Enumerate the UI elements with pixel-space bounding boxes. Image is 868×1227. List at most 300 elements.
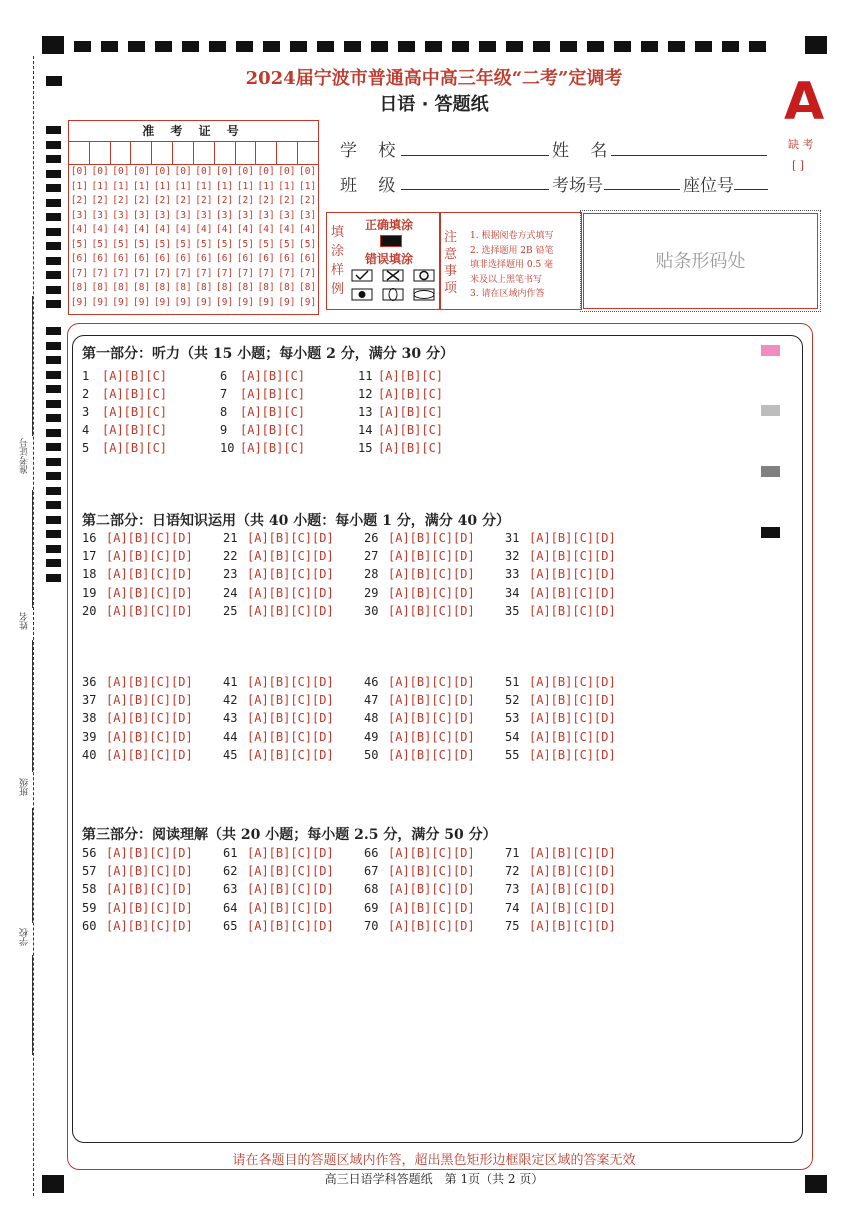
exam-id-bubble[interactable]: [3]: [195, 209, 213, 221]
answer-options[interactable]: [A][B][C][D]: [529, 603, 616, 618]
exam-id-bubble[interactable]: [8]: [236, 282, 254, 293]
answer-options[interactable]: [A][B][C][D]: [529, 567, 616, 582]
exam-id-bubble[interactable]: [9]: [174, 296, 192, 308]
answer-row: [364, 901, 475, 915]
exam-id-write-cell[interactable]: [298, 142, 318, 164]
exam-id-bubble[interactable]: [2]: [299, 195, 317, 206]
answer-row: [505, 586, 616, 600]
side-line: [32, 640, 33, 772]
exam-id-bubble[interactable]: [5]: [174, 238, 192, 250]
exam-id-write-cell[interactable]: [194, 142, 215, 164]
absent-checkbox[interactable]: [ ]: [792, 159, 805, 172]
exam-id-bubble[interactable]: [6]: [174, 253, 192, 264]
exam-id-bubble[interactable]: [7]: [278, 267, 296, 279]
answer-options[interactable]: [A][B][C][D]: [106, 729, 193, 744]
class-field[interactable]: [401, 189, 549, 190]
answer-options[interactable]: [A][B][C][D]: [106, 864, 193, 879]
question-number: 32: [505, 549, 520, 564]
question-number: 29: [364, 585, 379, 600]
exam-id-bubble[interactable]: [4]: [278, 224, 296, 235]
answer-options[interactable]: [A][B][C][D]: [106, 882, 193, 897]
answer-options[interactable]: [A][B][C]: [240, 369, 306, 383]
exam-id-bubble[interactable]: [8]: [299, 282, 317, 293]
exam-id-bubble[interactable]: [8]: [174, 282, 192, 293]
answer-options[interactable]: [A][B][C][D]: [388, 603, 475, 618]
exam-id-write-cell[interactable]: [173, 142, 194, 164]
question-number: 31: [505, 531, 520, 545]
exam-id-bubble[interactable]: [8]: [257, 282, 275, 293]
exam-id-column: [277, 165, 298, 310]
absent-label: 缺 考: [788, 138, 814, 151]
answer-options[interactable]: [A][B][C][D]: [388, 549, 475, 564]
exam-id-bubble[interactable]: [1]: [195, 180, 213, 192]
answer-options[interactable]: [A][B][C][D]: [388, 864, 475, 879]
timing-mark: [46, 327, 61, 335]
exam-id-bubble[interactable]: [7]: [257, 267, 275, 279]
answer-row: [82, 711, 193, 725]
side-label-exam-id: 准考证号: [20, 438, 30, 474]
answer-options[interactable]: [A][B][C][D]: [247, 747, 334, 762]
answer-options[interactable]: [A][B][C][D]: [106, 603, 193, 618]
answer-row: [364, 748, 475, 762]
answer-options[interactable]: [A][B][C]: [240, 405, 306, 419]
exam-id-bubble[interactable]: [5]: [278, 238, 296, 250]
exam-id-bubble[interactable]: [5]: [133, 238, 151, 250]
exam-id-bubble[interactable]: [7]: [91, 267, 109, 279]
timing-mark: [46, 501, 61, 509]
answer-row: [364, 730, 475, 744]
exam-id-column: [297, 165, 318, 310]
answer-row: [220, 441, 305, 455]
question-number: 44: [223, 729, 238, 744]
exam-id-bubble[interactable]: [6]: [236, 253, 254, 264]
answer-options[interactable]: [A][B][C][D]: [106, 567, 193, 582]
notice-label: 注意事项: [444, 230, 458, 296]
exam-id-bubble[interactable]: [0]: [195, 166, 213, 177]
timing-mark: [46, 559, 61, 567]
question-number: 33: [505, 567, 520, 582]
exam-id-bubble[interactable]: [8]: [133, 282, 151, 293]
exam-id-bubble[interactable]: [3]: [153, 209, 171, 221]
exam-id-write-cell[interactable]: [69, 142, 90, 164]
exam-id-bubble[interactable]: [0]: [299, 166, 317, 177]
answer-row: [358, 387, 443, 401]
exam-id-write-cell[interactable]: [131, 142, 152, 164]
timing-mark: [722, 41, 739, 52]
exam-id-bubble[interactable]: [7]: [133, 267, 151, 279]
answer-options[interactable]: [A][B][C][D]: [247, 711, 334, 726]
exam-id-bubble[interactable]: [4]: [299, 224, 317, 235]
timing-mark: [74, 41, 91, 52]
exam-id-bubble[interactable]: [1]: [153, 180, 171, 192]
school-field[interactable]: [401, 155, 549, 156]
exam-id-bubble[interactable]: [7]: [112, 267, 130, 279]
exam-id-bubble[interactable]: [1]: [257, 180, 275, 192]
question-number: 13: [358, 405, 373, 419]
exam-id-bubble[interactable]: [1]: [278, 180, 296, 192]
answer-options[interactable]: [A][B][C][D]: [247, 549, 334, 564]
question-number: 73: [505, 882, 520, 897]
answer-options[interactable]: [A][B][C][D]: [247, 882, 334, 897]
exam-id-bubble[interactable]: [9]: [236, 296, 254, 308]
exam-id-bubble[interactable]: [4]: [153, 224, 171, 235]
answer-options[interactable]: [A][B][C]: [378, 387, 444, 401]
answer-options[interactable]: [A][B][C]: [240, 441, 306, 455]
question-number: 52: [505, 693, 520, 708]
exam-id-bubble[interactable]: [8]: [278, 282, 296, 293]
exam-id-bubble[interactable]: [1]: [299, 180, 317, 192]
answer-options[interactable]: [A][B][C][D]: [106, 675, 193, 689]
answer-options[interactable]: [A][B][C][D]: [388, 729, 475, 744]
answer-options[interactable]: [A][B][C][D]: [247, 864, 334, 879]
answer-options[interactable]: [A][B][C][D]: [388, 693, 475, 708]
answer-options[interactable]: [A][B][C][D]: [106, 846, 193, 860]
exam-id-bubble[interactable]: [2]: [133, 195, 151, 206]
exam-id-bubble[interactable]: [5]: [236, 238, 254, 250]
exam-id-bubble[interactable]: [7]: [174, 267, 192, 279]
answer-options[interactable]: [A][B][C][D]: [388, 747, 475, 762]
answer-options[interactable]: [A][B][C][D]: [388, 918, 475, 933]
exam-id-bubble[interactable]: [2]: [91, 195, 109, 206]
timing-mark: [46, 286, 61, 294]
answer-options[interactable]: [A][B][C][D]: [247, 567, 334, 582]
answer-options[interactable]: [A][B][C][D]: [247, 900, 334, 915]
timing-mark: [46, 126, 61, 134]
answer-options[interactable]: [A][B][C]: [378, 405, 444, 419]
question-number: 68: [364, 882, 379, 897]
exam-id-bubble[interactable]: [8]: [91, 282, 109, 293]
question-number: 42: [223, 693, 238, 708]
exam-id-bubble[interactable]: [2]: [174, 195, 192, 206]
exam-id-bubble[interactable]: [6]: [278, 253, 296, 264]
class-label: 班 级: [340, 176, 404, 196]
answer-row: [82, 675, 193, 689]
exam-id-bubble[interactable]: [7]: [299, 267, 317, 279]
answer-options[interactable]: [A][B][C][D]: [106, 747, 193, 762]
notice-item: 2. 选择题用 2B 铅笔: [470, 245, 554, 256]
exam-id-write-cell[interactable]: [236, 142, 257, 164]
exam-id-bubble[interactable]: [4]: [133, 224, 151, 235]
notice-item: 米及以上黑笔书写: [470, 274, 543, 285]
school-label: 学 校: [340, 141, 404, 161]
exam-id-bubble[interactable]: [6]: [112, 253, 130, 264]
exam-id-bubble[interactable]: [0]: [91, 166, 109, 177]
answer-options[interactable]: [A][B][C][D]: [529, 846, 616, 860]
exam-id-bubble[interactable]: [4]: [91, 224, 109, 235]
exam-id-bubble[interactable]: [9]: [112, 296, 130, 308]
exam-id-write-cell[interactable]: [90, 142, 111, 164]
exam-id-bubble[interactable]: [9]: [91, 296, 109, 308]
notice-item: 3. 请在区域内作答: [470, 289, 545, 299]
exam-id-bubble[interactable]: [6]: [299, 253, 317, 264]
exam-id-write-cell[interactable]: [152, 142, 173, 164]
exam-id-write-cell[interactable]: [256, 142, 277, 164]
answer-options[interactable]: [A][B][C][D]: [106, 585, 193, 600]
exam-id-bubble[interactable]: [7]: [195, 267, 213, 279]
exam-id-bubble[interactable]: [6]: [70, 253, 88, 264]
side-label-school: 学校: [20, 928, 30, 946]
answer-row: [505, 675, 616, 689]
answer-row: [364, 567, 475, 581]
answer-row: [82, 423, 167, 437]
exam-id-bubble[interactable]: [6]: [133, 253, 151, 264]
answer-row: [364, 919, 475, 933]
name-field[interactable]: [611, 155, 767, 156]
answer-options[interactable]: [A][B][C][D]: [247, 918, 334, 933]
exam-id-bubble[interactable]: [1]: [174, 180, 192, 192]
answer-options[interactable]: [A][B][C][D]: [529, 900, 616, 915]
answer-options[interactable]: [A][B][C][D]: [247, 531, 334, 545]
answer-row: [223, 919, 334, 933]
question-number: 51: [505, 675, 520, 689]
question-number: 15: [358, 441, 373, 455]
exam-id-bubble[interactable]: [8]: [112, 282, 130, 293]
exam-id-bubble[interactable]: [4]: [70, 224, 88, 235]
timing-mark: [46, 385, 61, 393]
exam-id-bubble[interactable]: [2]: [278, 195, 296, 206]
barcode-area: [580, 210, 821, 312]
answer-options[interactable]: [A][B][C][D]: [529, 747, 616, 762]
exam-id-bubble[interactable]: [0]: [278, 166, 296, 177]
exam-id-bubble[interactable]: [2]: [257, 195, 275, 206]
answer-options[interactable]: [A][B][C][D]: [247, 729, 334, 744]
seat-field[interactable]: [734, 189, 768, 190]
exam-id-bubble[interactable]: [4]: [195, 224, 213, 235]
exam-id-bubble[interactable]: [4]: [236, 224, 254, 235]
exam-id-bubble[interactable]: [0]: [216, 166, 234, 177]
question-number: 61: [223, 846, 238, 860]
timing-mark: [46, 141, 61, 149]
question-number: 63: [223, 882, 238, 897]
question-number: 59: [82, 900, 97, 915]
color-marker-light-gray: [761, 405, 780, 416]
answer-options[interactable]: [A][B][C][D]: [529, 531, 616, 545]
answer-row: [82, 604, 193, 618]
answer-options[interactable]: [A][B][C][D]: [247, 693, 334, 708]
exam-id-bubble[interactable]: [5]: [112, 238, 130, 250]
answer-row: [82, 387, 167, 401]
exam-id-bubble[interactable]: [2]: [153, 195, 171, 206]
exam-id-bubble[interactable]: [8]: [153, 282, 171, 293]
exam-id-bubble[interactable]: [3]: [216, 209, 234, 221]
correct-fill-label: 正确填涂: [365, 218, 414, 232]
answer-options[interactable]: [A][B][C][D]: [247, 846, 334, 860]
exam-id-bubble[interactable]: [6]: [257, 253, 275, 264]
exam-id-bubble[interactable]: [1]: [216, 180, 234, 192]
subject-title: 日语 · 答题纸: [379, 94, 489, 115]
exam-id-bubble[interactable]: [6]: [153, 253, 171, 264]
exam-id-bubble[interactable]: [1]: [236, 180, 254, 192]
room-field[interactable]: [604, 189, 680, 190]
answer-options[interactable]: [A][B][C]: [102, 387, 168, 401]
exam-id-bubble[interactable]: [7]: [153, 267, 171, 279]
exam-id-bubble[interactable]: [1]: [133, 180, 151, 192]
answer-options[interactable]: [A][B][C][D]: [388, 900, 475, 915]
exam-id-bubble[interactable]: [9]: [257, 296, 275, 308]
question-number: 47: [364, 693, 379, 708]
exam-id-bubble[interactable]: [6]: [195, 253, 213, 264]
exam-id-bubble[interactable]: [3]: [257, 209, 275, 221]
exam-id-bubble[interactable]: [2]: [112, 195, 130, 206]
exam-id-bubble[interactable]: [0]: [257, 166, 275, 177]
exam-id-bubble[interactable]: [7]: [216, 267, 234, 279]
timing-mark: [46, 199, 61, 207]
answer-row: [223, 567, 334, 581]
timing-mark: [46, 400, 61, 408]
exam-id-bubble[interactable]: [5]: [91, 238, 109, 250]
answer-options[interactable]: [A][B][C]: [102, 423, 168, 437]
exam-id-bubble[interactable]: [3]: [299, 209, 317, 221]
color-marker-pink: [761, 345, 780, 356]
exam-id-bubble[interactable]: [3]: [70, 209, 88, 221]
answer-options[interactable]: [A][B][C][D]: [106, 900, 193, 915]
answer-options[interactable]: [A][B][C][D]: [529, 675, 616, 689]
answer-options[interactable]: [A][B][C][D]: [529, 693, 616, 708]
exam-id-bubble[interactable]: [4]: [112, 224, 130, 235]
answer-options[interactable]: [A][B][C][D]: [529, 585, 616, 600]
answer-options[interactable]: [A][B][C][D]: [529, 918, 616, 933]
answer-options[interactable]: [A][B][C][D]: [388, 585, 475, 600]
answer-row: [364, 549, 475, 563]
timing-mark: [46, 545, 61, 553]
exam-id-bubble[interactable]: [5]: [153, 238, 171, 250]
exam-id-bubble[interactable]: [5]: [216, 238, 234, 250]
answer-options[interactable]: [A][B][C][D]: [388, 675, 475, 689]
timing-mark: [46, 429, 61, 437]
exam-id-bubbles: [69, 165, 318, 310]
timing-mark: [236, 41, 253, 52]
exam-id-bubble[interactable]: [9]: [278, 296, 296, 308]
answer-options[interactable]: [A][B][C][D]: [247, 675, 334, 689]
answer-options[interactable]: [A][B][C][D]: [388, 711, 475, 726]
exam-id-bubble[interactable]: [3]: [236, 209, 254, 221]
exam-id-write-cell[interactable]: [111, 142, 132, 164]
answer-options[interactable]: [A][B][C][D]: [388, 882, 475, 897]
side-line: [32, 490, 33, 608]
question-number: 75: [505, 918, 520, 933]
exam-id-bubble[interactable]: [3]: [133, 209, 151, 221]
exam-id-bubble[interactable]: [8]: [195, 282, 213, 293]
exam-id-bubble[interactable]: [1]: [91, 180, 109, 192]
answer-options[interactable]: [A][B][C][D]: [106, 711, 193, 726]
exam-id-bubble[interactable]: [2]: [70, 195, 88, 206]
timing-mark: [182, 41, 199, 52]
exam-id-column: [152, 165, 173, 310]
answer-options[interactable]: [A][B][C]: [240, 387, 306, 401]
exam-id-bubble[interactable]: [5]: [70, 238, 88, 250]
exam-id-bubble[interactable]: [8]: [70, 282, 88, 293]
answer-options[interactable]: [A][B][C][D]: [529, 549, 616, 564]
exam-id-bubble[interactable]: [0]: [174, 166, 192, 177]
exam-id-bubble[interactable]: [9]: [133, 296, 151, 308]
exam-id-bubble[interactable]: [9]: [216, 296, 234, 308]
exam-id-column: [131, 165, 152, 310]
answer-options[interactable]: [A][B][C][D]: [247, 603, 334, 618]
question-number: 4: [82, 423, 90, 437]
exam-id-bubble[interactable]: [9]: [153, 296, 171, 308]
answer-options[interactable]: [A][B][C]: [378, 423, 444, 437]
question-number: 69: [364, 900, 379, 915]
fill-example-box: [326, 212, 441, 310]
answer-options[interactable]: [A][B][C][D]: [247, 585, 334, 600]
answer-options[interactable]: [A][B][C][D]: [388, 531, 475, 545]
exam-id-bubble[interactable]: [7]: [70, 267, 88, 279]
answer-options[interactable]: [A][B][C][D]: [106, 918, 193, 933]
exam-id-bubble[interactable]: [4]: [174, 224, 192, 235]
answer-options[interactable]: [A][B][C]: [102, 369, 168, 383]
exam-id-bubble[interactable]: [9]: [195, 296, 213, 308]
exam-id-bubble[interactable]: [5]: [257, 238, 275, 250]
exam-id-bubble[interactable]: [4]: [257, 224, 275, 235]
timing-mark: [560, 41, 577, 52]
exam-id-bubble[interactable]: [5]: [195, 238, 213, 250]
answer-options[interactable]: [A][B][C][D]: [529, 711, 616, 726]
answer-row: [82, 369, 167, 383]
answer-options[interactable]: [A][B][C][D]: [529, 882, 616, 897]
question-number: 2: [82, 387, 90, 401]
exam-id-bubble[interactable]: [6]: [91, 253, 109, 264]
answer-options[interactable]: [A][B][C]: [240, 423, 306, 437]
answer-row: [505, 846, 616, 860]
question-number: 9: [220, 423, 228, 437]
timing-mark: [101, 41, 118, 52]
answer-options[interactable]: [A][B][C][D]: [106, 549, 193, 564]
exam-id-bubble[interactable]: [2]: [195, 195, 213, 206]
exam-id-bubble[interactable]: [0]: [133, 166, 151, 177]
answer-options[interactable]: [A][B][C][D]: [388, 846, 475, 860]
exam-id-write-cell[interactable]: [277, 142, 298, 164]
exam-id-bubble[interactable]: [2]: [216, 195, 234, 206]
answer-options[interactable]: [A][B][C]: [378, 369, 444, 383]
exam-id-column: [214, 165, 235, 310]
exam-id-bubble[interactable]: [1]: [70, 180, 88, 192]
answer-options[interactable]: [A][B][C]: [378, 441, 444, 455]
exam-id-bubble[interactable]: [3]: [174, 209, 192, 221]
exam-id-write-cell[interactable]: [215, 142, 236, 164]
exam-id-bubble[interactable]: [0]: [70, 166, 88, 177]
exam-id-bubble[interactable]: [7]: [236, 267, 254, 279]
answer-options[interactable]: [A][B][C]: [102, 441, 168, 455]
exam-id-bubble[interactable]: [9]: [299, 296, 317, 308]
timing-mark: [290, 41, 307, 52]
question-number: 48: [364, 711, 379, 726]
exam-id-bubble[interactable]: [6]: [216, 253, 234, 264]
exam-id-bubble[interactable]: [0]: [236, 166, 254, 177]
timing-mark: [371, 41, 388, 52]
answer-options[interactable]: [A][B][C][D]: [529, 864, 616, 879]
answer-options[interactable]: [A][B][C]: [102, 405, 168, 419]
exam-id-bubble[interactable]: [9]: [70, 296, 88, 308]
exam-id-bubble[interactable]: [3]: [278, 209, 296, 221]
timing-mark: [46, 228, 61, 236]
exam-id-bubble[interactable]: [0]: [112, 166, 130, 177]
exam-id-bubble[interactable]: [2]: [236, 195, 254, 206]
exam-id-bubble[interactable]: [4]: [216, 224, 234, 235]
exam-id-bubble[interactable]: [3]: [112, 209, 130, 221]
answer-row: [505, 711, 616, 725]
answer-options[interactable]: [A][B][C][D]: [106, 693, 193, 708]
exam-id-bubble[interactable]: [1]: [112, 180, 130, 192]
exam-id-bubble[interactable]: [5]: [299, 238, 317, 250]
timing-mark: [46, 487, 61, 495]
exam-id-bubble[interactable]: [3]: [91, 209, 109, 221]
exam-id-bubble[interactable]: [0]: [153, 166, 171, 177]
answer-options[interactable]: [A][B][C][D]: [106, 531, 193, 545]
question-number: 21: [223, 531, 238, 545]
answer-options[interactable]: [A][B][C][D]: [529, 729, 616, 744]
exam-id-bubble[interactable]: [8]: [216, 282, 234, 293]
answer-options[interactable]: [A][B][C][D]: [388, 567, 475, 582]
